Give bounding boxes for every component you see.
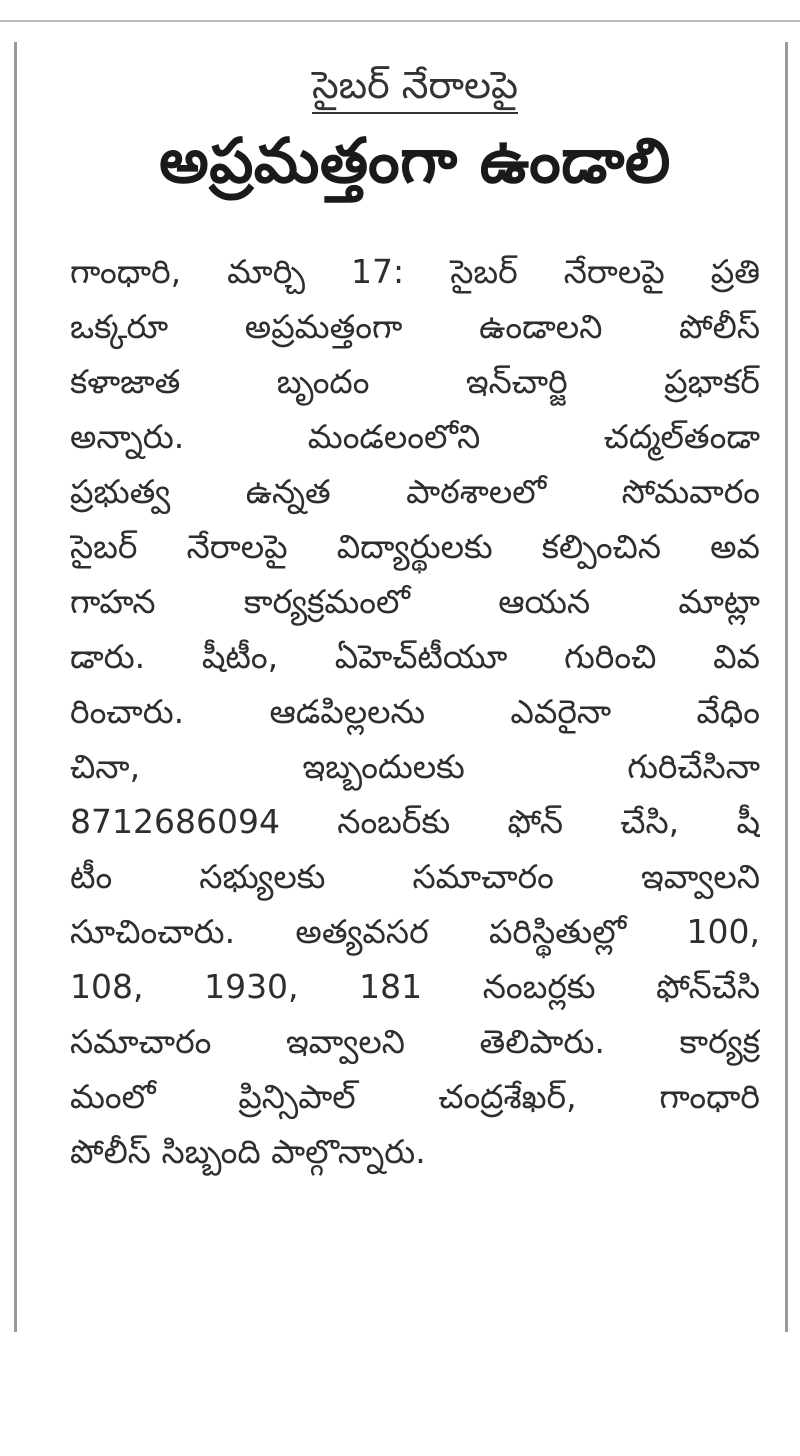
right-column-rule [785,42,788,1332]
kicker-text: సైబర్ నేరాలపై [312,60,518,114]
body-line: రించారు. ఆడపిల్లలను ఎవరైనా వేధిం [70,692,760,731]
body-line: సైబర్ నేరాలపై విద్యార్థులకు కల్పించిన అవ [70,527,760,566]
body-line: పోలీస్ సిబ్బంది పాల్గొన్నారు. [70,1132,426,1171]
body-line: గాంధారి, మార్చి 17: సైబర్ నేరాలపై ప్రతి [70,252,760,291]
body-line: టీం సభ్యులకు సమాచారం ఇవ్వాలని [70,857,760,896]
body-line: మంలో ప్రిన్సిపాల్ చంద్రశేఖర్, గాంధారి [70,1077,760,1116]
body-line: 8712686094 నంబర్‌కు ఫోన్ చేసి, షీ [70,802,760,841]
top-divider [0,20,800,22]
body-line: సమాచారం ఇవ్వాలని తెలిపారు. కార్యక్ర [70,1022,760,1061]
article-kicker [70,60,760,112]
body-line: 108, 1930, 181 నంబర్లకు ఫోన్‌చేసి [70,967,760,1006]
left-column-rule [14,42,17,1332]
article-body [70,244,760,1179]
body-line: ప్రభుత్వ ఉన్నత పాఠశాలలో సోమవారం [70,472,760,511]
body-line: చినా, ఇబ్బందులకు గురిచేసినా [70,747,760,786]
body-line: ఒక్కరూ అప్రమత్తంగా ఉండాలని పోలీస్ [70,307,760,346]
body-line: కళాజాత బృందం ఇన్‌చార్జి ప్రభాకర్ [70,362,760,401]
news-article [70,60,760,1179]
article-headline: అప్రమత్తంగా ఉండాలి [159,124,671,197]
body-line: సూచించారు. అత్యవసర పరిస్థితుల్లో 100, [70,912,760,951]
body-line: గాహన కార్యక్రమంలో ఆయన మాట్లా [70,582,760,621]
body-line: అన్నారు. మండలంలోని చద్మల్‌తండా [70,417,760,456]
body-line: డారు. షీటీం, ఏహెచ్‌టీయూ గురించి వివ [70,637,760,676]
